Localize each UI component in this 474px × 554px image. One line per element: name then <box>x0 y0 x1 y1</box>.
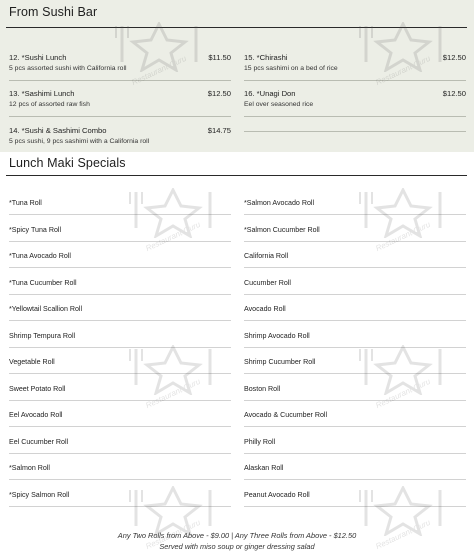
item-divider <box>244 116 466 117</box>
item-divider <box>244 131 466 132</box>
item-name: 12. *Sushi Lunch <box>9 53 67 62</box>
roll-divider <box>244 479 466 480</box>
watermark-logo <box>118 345 228 415</box>
maki-roll-item <box>244 279 466 305</box>
watermark-logo <box>348 345 458 415</box>
watermark-logo <box>348 22 458 92</box>
roll-divider <box>9 294 231 295</box>
roll-divider <box>244 294 466 295</box>
watermark-text: Restaurant Guru <box>144 517 202 552</box>
roll-name: Eel Avocado Roll <box>9 411 63 419</box>
roll-divider <box>244 453 466 454</box>
watermark-text: Restaurant Guru <box>144 219 202 254</box>
roll-name: *Salmon Avocado Roll <box>244 199 315 207</box>
sushi-item <box>9 126 231 156</box>
roll-divider <box>9 453 231 454</box>
watermark-text: Restaurant Guru <box>374 53 432 88</box>
roll-name: *Yellowtail Scallion Roll <box>9 305 83 313</box>
roll-name: Vegetable Roll <box>9 358 55 366</box>
roll-name: Alaskan Roll <box>244 464 284 472</box>
watermark-logo <box>118 486 228 554</box>
maki-roll-item <box>9 305 231 331</box>
item-description: Eel over seasoned rice <box>244 101 314 108</box>
roll-divider <box>9 320 231 321</box>
watermark-logo <box>348 486 458 554</box>
watermark-logo <box>348 188 458 258</box>
watermark-text: Restaurant Guru <box>374 219 432 254</box>
maki-roll-item <box>244 438 466 464</box>
roll-name: Cucumber Roll <box>244 278 291 287</box>
roll-name: *Tuna Avocado Roll <box>9 252 71 260</box>
roll-name: Shrimp Tempura Roll <box>9 331 76 340</box>
item-description: 5 pcs assorted sushi with California roll <box>9 65 127 72</box>
roll-divider <box>244 320 466 321</box>
maki-roll-item <box>244 305 466 331</box>
maki-specials-title-rule <box>6 175 467 176</box>
roll-name: *Spicy Salmon Roll <box>9 490 70 499</box>
item-price: $14.75 <box>207 126 231 135</box>
roll-divider <box>244 426 466 427</box>
roll-divider <box>9 479 231 480</box>
roll-name: *Salmon Roll <box>9 464 51 472</box>
roll-name: *Spicy Tuna Roll <box>9 225 62 234</box>
watermark-logo <box>104 22 214 92</box>
roll-name: California Roll <box>244 252 289 260</box>
footer-pricing: Any Two Rolls from Above - $9.00 | Any Three Rolls from Above - $12.50 <box>117 531 357 540</box>
roll-name: Eel Cucumber Roll <box>9 437 69 446</box>
item-price: $12.50 <box>442 53 466 62</box>
item-name: 14. *Sushi & Sashimi Combo <box>9 126 107 135</box>
watermark-text: Restaurant Guru <box>374 376 432 411</box>
item-description: 12 pcs of assorted raw fish <box>9 101 90 108</box>
watermark-text: Restaurant Guru <box>130 53 188 88</box>
watermark-logo <box>118 188 228 258</box>
maki-specials-title: Lunch Maki Specials <box>9 156 126 170</box>
footer-note: Served with miso soup or ginger dressing salad <box>159 542 315 551</box>
maki-roll-item <box>9 438 231 464</box>
roll-name: *Salmon Cucumber Roll <box>244 225 320 234</box>
roll-name: *Tuna Cucumber Roll <box>9 278 77 287</box>
roll-name: Avocado & Cucumber Roll <box>244 411 328 419</box>
item-name: 13. *Sashimi Lunch <box>9 89 75 98</box>
watermark-text: Restaurant Guru <box>144 376 202 411</box>
roll-divider <box>9 267 231 268</box>
sushi-bar-title: From Sushi Bar <box>9 5 98 19</box>
item-price: $12.50 <box>442 89 466 98</box>
roll-name: Boston Roll <box>244 384 281 393</box>
item-price: $12.50 <box>207 89 231 98</box>
item-name: 16. *Unagi Don <box>244 89 296 98</box>
roll-name: Sweet Potato Roll <box>9 384 66 393</box>
roll-name: Philly Roll <box>244 437 276 446</box>
roll-divider <box>244 267 466 268</box>
maki-roll-item <box>9 279 231 305</box>
roll-name: Shrimp Cucumber Roll <box>244 358 316 366</box>
roll-name: *Tuna Roll <box>9 199 42 207</box>
item-price: $11.50 <box>208 53 231 62</box>
item-name: 15. *Chirashi <box>244 53 288 62</box>
roll-divider <box>9 426 231 427</box>
roll-name: Avocado Roll <box>244 305 286 313</box>
item-divider <box>9 116 231 117</box>
item-description: 5 pcs sushi, 9 pcs sashimi with a California roll <box>9 138 150 145</box>
item-description: 15 pcs sashimi on a bed of rice <box>244 65 338 72</box>
watermark-text: Restaurant Guru <box>374 517 432 552</box>
roll-name: Peanut Avocado Roll <box>244 490 310 499</box>
roll-name: Shrimp Avocado Roll <box>244 331 310 340</box>
